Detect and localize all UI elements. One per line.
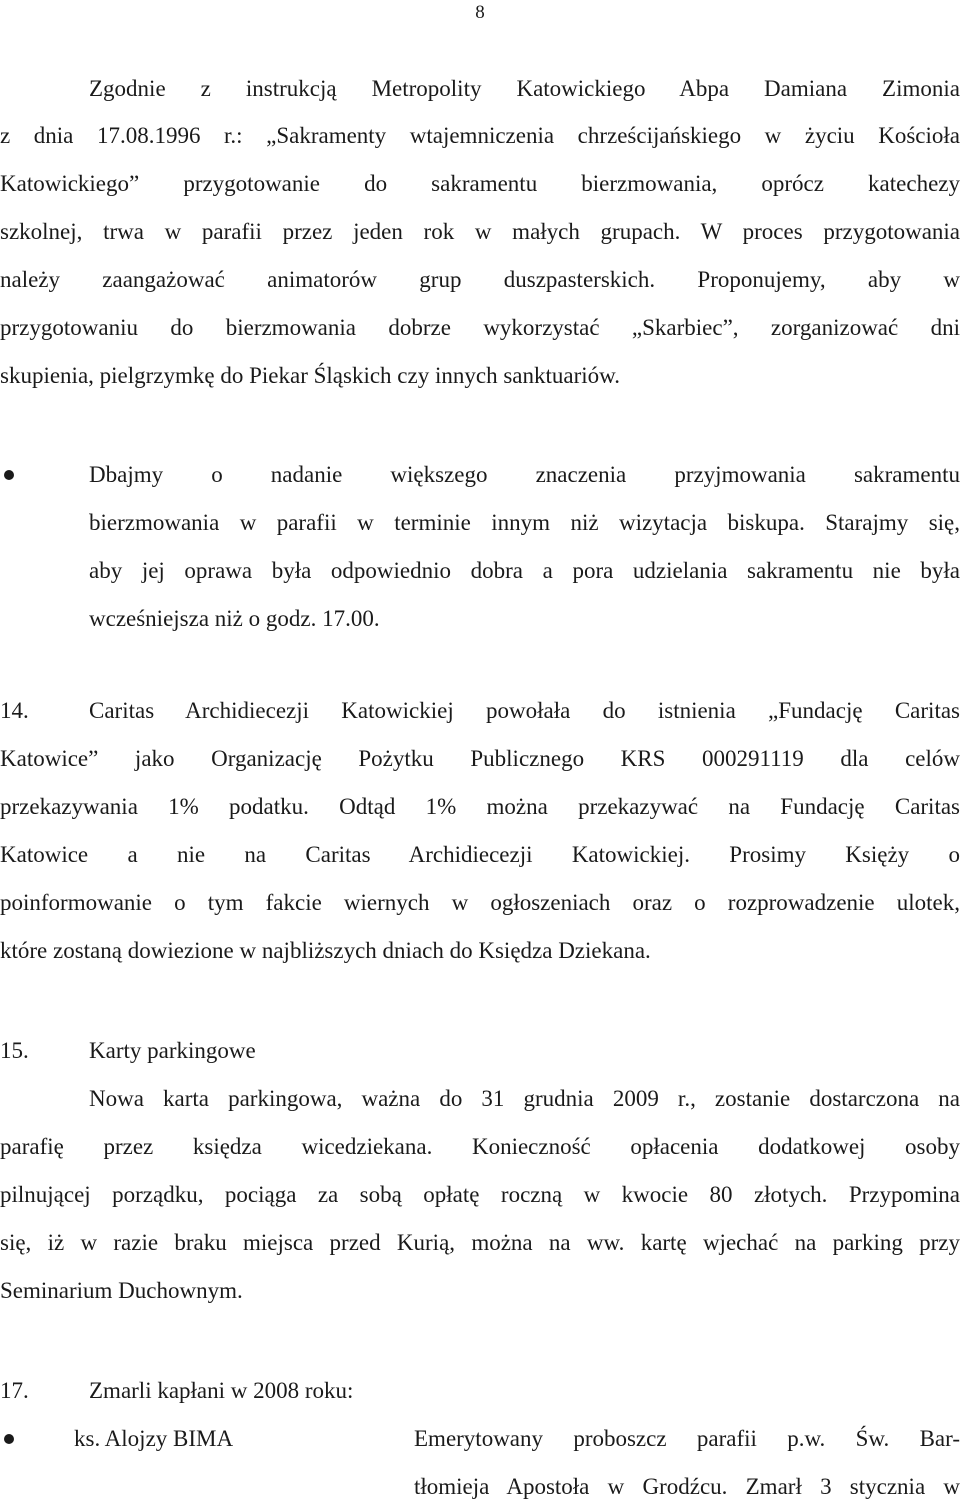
section-heading: Zmarli kapłani w 2008 roku: [89, 1378, 354, 1403]
paragraph-line: pilnującej porządku, pociąga za sobą opłatę roczną w kwocie 80 złotych. Przypomina [0, 1182, 960, 1207]
paragraph-line: należy zaangażować animatorów grup duszpasterskich. Proponujemy, aby w [0, 267, 960, 292]
paragraph-line: parafię przez księdza wicedziekana. Konieczność opłacenia dodatkowej osoby [0, 1134, 960, 1159]
paragraph-line: Katowice a nie na Caritas Archidiecezji Katowickiej. Prosimy Księży o [0, 842, 960, 867]
section-number: 15. [0, 1038, 29, 1063]
paragraph-line: Seminarium Duchownym. [0, 1278, 243, 1303]
paragraph-line: przekazywania 1% podatku. Odtąd 1% można przekazywać na Fundację Caritas [0, 794, 960, 819]
paragraph-line: Zgodnie z instrukcją Metropolity Katowickiego Abpa Damiana Zimonia [89, 76, 960, 101]
page-number: 8 [475, 2, 485, 23]
paragraph-line: bierzmowania w parafii w terminie innym niż wizytacja biskupa. Starajmy się, [89, 510, 960, 535]
paragraph-line: Katowickiego” przygotowanie do sakramentu bierzmowania, oprócz katechezy [0, 171, 960, 196]
paragraph-line: Nowa karta parkingowa, ważna do 31 grudnia 2009 r., zostanie dostarczona na [89, 1086, 960, 1111]
paragraph-line: Caritas Archidiecezji Katowickiej powołała do istnienia „Fundację Caritas [89, 698, 960, 723]
paragraph-line: skupienia, pielgrzymkę do Piekar Śląskich czy innych sanktuariów. [0, 363, 620, 388]
section-number: 14. [0, 698, 29, 723]
paragraph-line: przygotowaniu do bierzmowania dobrze wykorzystać „Skarbiec”, zorganizować dni [0, 315, 960, 340]
paragraph-line: wcześniejsza niż o godz. 17.00. [89, 606, 380, 631]
priest-description-line: tłomieja Apostoła w Grodźcu. Zmarł 3 stycznia w [414, 1474, 960, 1499]
section-heading: Karty parkingowe [89, 1038, 256, 1063]
paragraph-line: Dbajmy o nadanie większego znaczenia przyjmowania sakramentu [89, 462, 960, 487]
priest-name: ks. Alojzy BIMA [74, 1426, 234, 1451]
paragraph-line: aby jej oprawa była odpowiednio dobra a pora udzielania sakramentu nie była [89, 558, 960, 583]
paragraph-line: się, iż w razie braku miejsca przed Kurią, można na ww. kartę wjechać na parking przy [0, 1230, 960, 1255]
priest-description-line: Emerytowany proboszcz parafii p.w. Św. Bar- [414, 1426, 960, 1451]
paragraph-line: Katowice” jako Organizację Pożytku Publicznego KRS 000291119 dla celów [0, 746, 960, 771]
paragraph-line: szkolnej, trwa w parafii przez jeden rok w małych grupach. W proces przygotowania [0, 219, 960, 244]
paragraph-line: które zostaną dowiezione w najbliższych dniach do Księdza Dziekana. [0, 938, 651, 963]
paragraph-line: poinformowanie o tym fakcie wiernych w ogłoszeniach oraz o rozprowadzenie ulotek, [0, 890, 960, 915]
bullet-icon [4, 1434, 14, 1444]
paragraph-line: z dnia 17.08.1996 r.: „Sakramenty wtajemniczenia chrześcijańskiego w życiu Kościoła [0, 123, 960, 148]
bullet-icon [4, 470, 14, 480]
section-number: 17. [0, 1378, 29, 1403]
